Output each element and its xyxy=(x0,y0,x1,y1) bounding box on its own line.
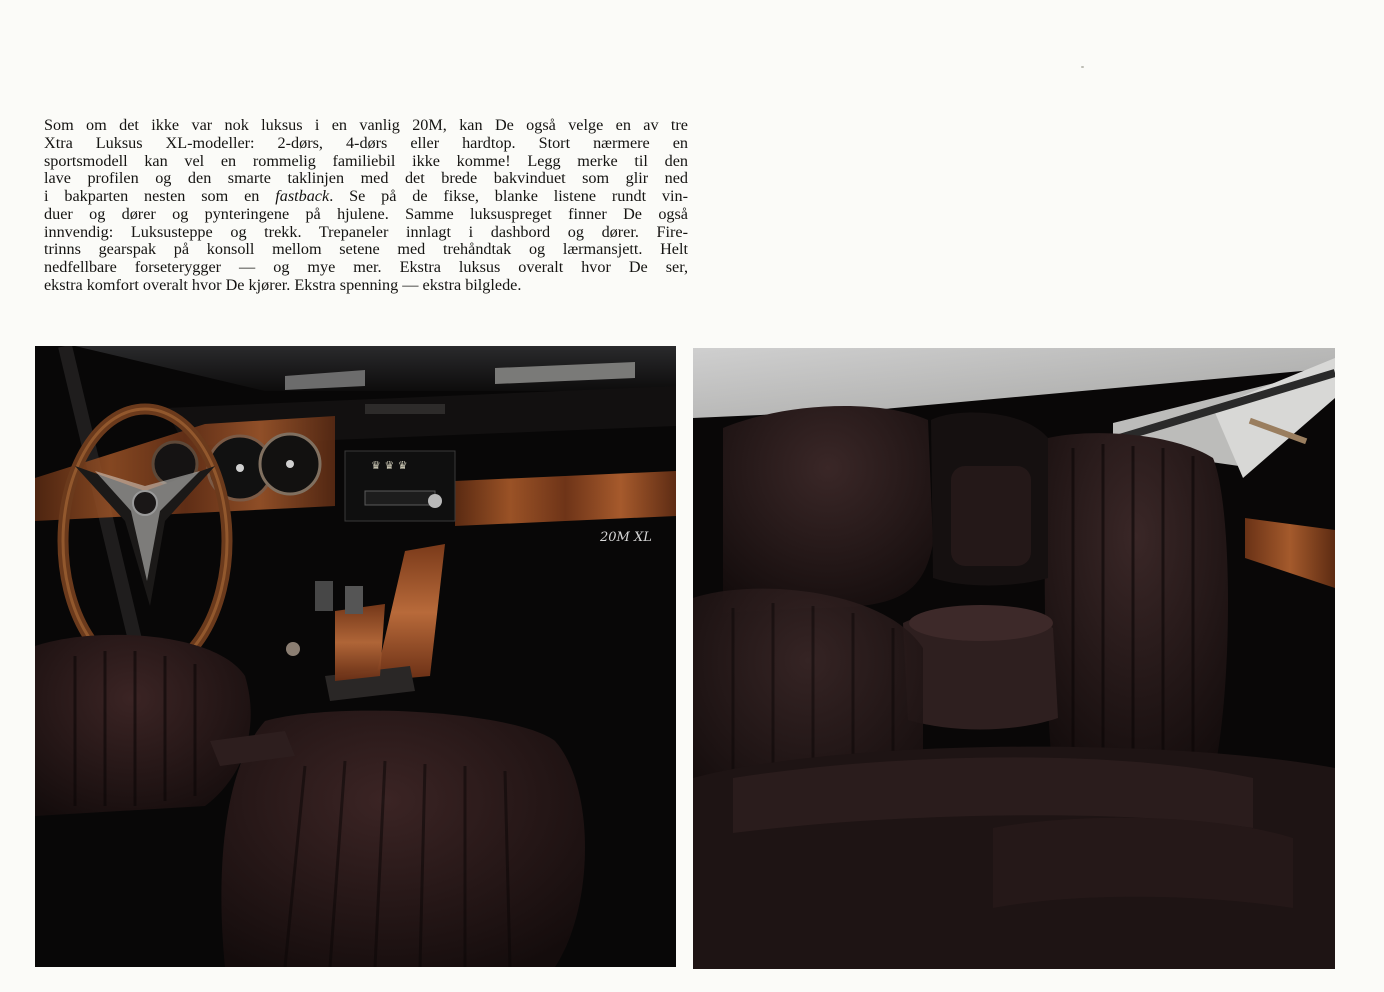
text-line xyxy=(44,188,688,206)
text-fragment: . Se på de fikse, blanke listene rundt vin- xyxy=(329,187,689,205)
text-line: trinns gearspak på konsoll mellom setene med trehåndtak og lærmansjett. Helt xyxy=(44,240,688,259)
model-badge: 20M XL xyxy=(600,530,652,545)
text-line: innvendig: Luksusteppe og trekk. Trepaneler innlagt i dashbord og dører. Fire- xyxy=(44,222,688,241)
text-line: sportsmodell kan vel en rommelig familiebil ikke komme! Legg merke til den xyxy=(44,151,688,170)
body-text xyxy=(44,117,688,295)
text-line: ekstra komfort overalt hvor De kjører. Ekstra spenning — ekstra bilglede. xyxy=(44,275,522,294)
dashboard-photo xyxy=(35,346,676,967)
italic-term: fastback xyxy=(275,187,330,205)
text-line: lave profilen og den smarte taklinjen med det brede bakvinduet som glir ned xyxy=(44,169,688,188)
text-line: duer og dører og pynteringene på hjulene. Samme luksuspreget finner De også xyxy=(44,204,688,223)
svg-text:♛ ♛ ♛: ♛ ♛ ♛ xyxy=(371,459,408,472)
paper-speck xyxy=(1081,66,1084,68)
text-line: nedfellbare forseterygger — og mye mer. Ekstra luksus overalt hvor De ser, xyxy=(44,258,688,276)
dashboard-illustration xyxy=(35,346,676,967)
rear-seat-photo xyxy=(693,348,1335,969)
text-line: Som om det ikke var nok luksus i en vanlig 20M, kan De også velge en av tre xyxy=(44,116,688,134)
text-line: Xtra Luksus XL-modeller: 2-dørs, 4-dørs eller hardtop. Stort nærmere en xyxy=(44,133,688,152)
rear-seat-illustration xyxy=(693,348,1335,969)
text-fragment: i bakparten nesten som en xyxy=(44,187,260,205)
